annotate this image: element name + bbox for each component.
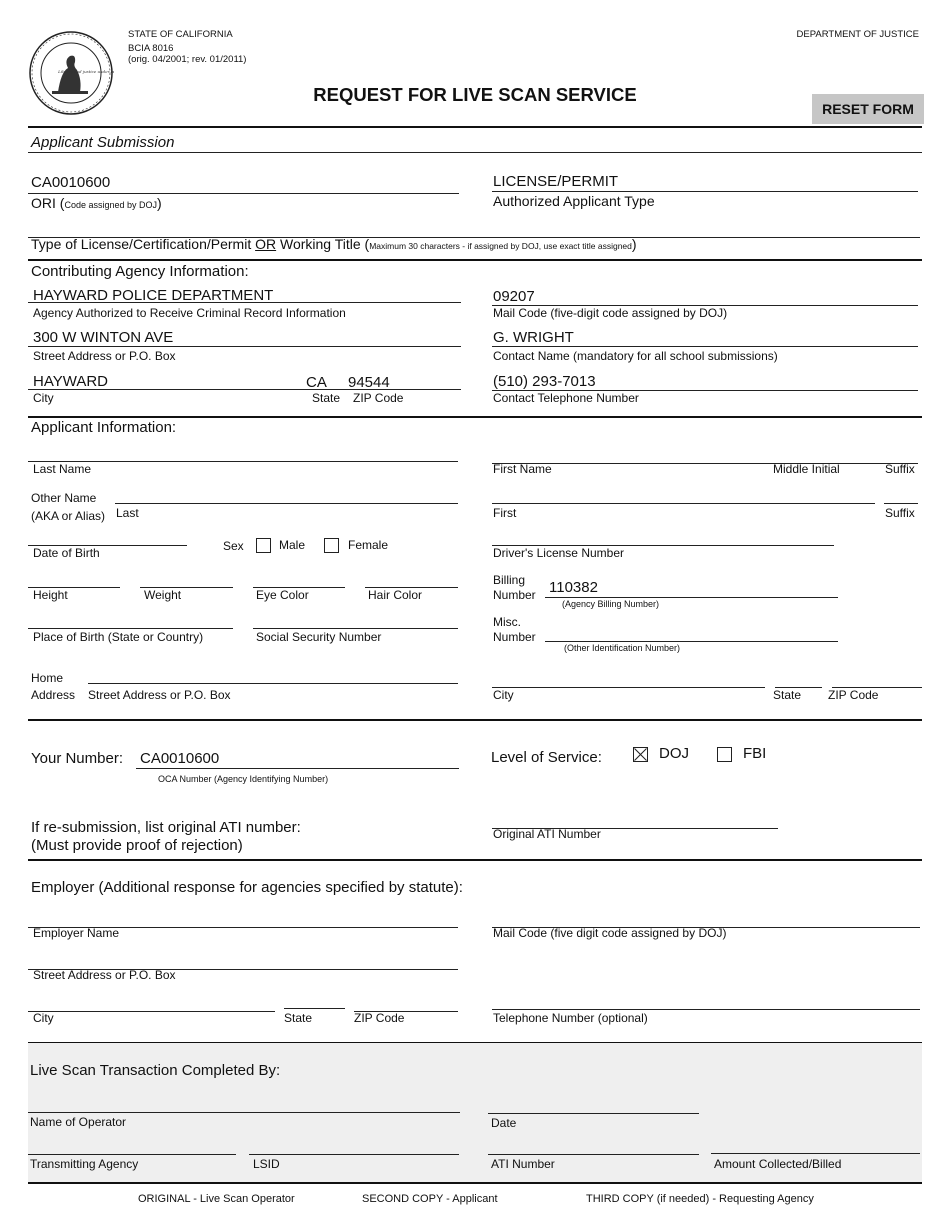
employer-street-field[interactable]: Street Address or P.O. Box [33, 968, 176, 982]
level-of-service-label: Level of Service: [491, 749, 602, 766]
date-field[interactable]: Date [491, 1116, 517, 1130]
aka-suffix-field[interactable]: Suffix [885, 506, 915, 520]
home-zip-field[interactable]: ZIP Code [828, 688, 879, 702]
doj-checkbox[interactable] [633, 747, 648, 762]
agency-name-label: Agency Authorized to Receive Criminal Record Information [33, 306, 346, 320]
applicant-type-label: Authorized Applicant Type [493, 193, 655, 209]
contact-phone-input[interactable]: (510) 293-7013 [493, 373, 596, 390]
your-number-input[interactable]: CA0010600 [140, 750, 220, 767]
weight-field[interactable]: Weight [144, 588, 182, 602]
height-field[interactable]: Height [33, 588, 68, 602]
form-revision: (orig. 04/2001; rev. 01/2011) [128, 54, 247, 65]
footer-second-copy: SECOND COPY - Applicant [362, 1193, 498, 1205]
middle-initial-field[interactable]: Middle Initial [773, 462, 840, 476]
eye-color-field[interactable]: Eye Color [256, 588, 309, 602]
employer-city-field[interactable]: City [33, 1011, 54, 1025]
ati-number-field[interactable]: ATI Number [491, 1157, 555, 1171]
employer-zip-field[interactable]: ZIP Code [354, 1011, 405, 1025]
resubmission-label: If re-submission, list original ATI number: [31, 819, 301, 836]
form-number: BCIA 8016 [128, 43, 174, 54]
your-number-label: Your Number: [31, 750, 123, 767]
applicant-heading: Applicant Information: [31, 419, 177, 436]
agency-zip-label: ZIP Code [353, 391, 404, 405]
fbi-label: FBI [743, 745, 767, 762]
agency-city-label: City [33, 391, 54, 405]
hair-color-field[interactable]: Hair Color [368, 588, 423, 602]
agency-zip-input[interactable]: 94544 [348, 374, 390, 391]
male-label: Male [279, 538, 306, 552]
female-label: Female [348, 538, 389, 552]
license-type-label[interactable]: Type of License/Certification/Permit OR Working Title (Maximum 30 characters - if assigned by DOJ, use exact title assigned) [31, 236, 637, 252]
doj-label: DOJ [659, 745, 689, 762]
misc-label: Misc. [493, 615, 521, 629]
home-label: Home [31, 671, 64, 685]
agency-heading: Contributing Agency Information: [31, 263, 249, 280]
footer-third-copy: THIRD COPY (if needed) - Requesting Agency [586, 1193, 814, 1205]
suffix-field[interactable]: Suffix [885, 462, 915, 476]
contact-name-label: Contact Name (mandatory for all school submissions) [493, 349, 778, 363]
live-scan-heading: Live Scan Transaction Completed By: [30, 1062, 281, 1079]
agency-street-label: Street Address or P.O. Box [33, 349, 176, 363]
misc-number-note[interactable]: (Other Identification Number) [564, 643, 681, 653]
home-street-field[interactable]: Street Address or P.O. Box [88, 688, 231, 702]
transmitting-agency-field[interactable]: Transmitting Agency [30, 1157, 139, 1171]
ssn-field[interactable]: Social Security Number [256, 630, 382, 644]
submission-heading: Applicant Submission [31, 134, 175, 151]
aka-last-field[interactable]: Last [116, 506, 139, 520]
seal-motto: Liberty and justice under law [58, 69, 114, 74]
misc-label-number: Number [493, 630, 536, 644]
department-of-justice: DEPARTMENT OF JUSTICE [796, 29, 919, 40]
agency-state-label: State [312, 391, 341, 405]
state-of-california: STATE OF CALIFORNIA [128, 29, 233, 40]
billing-label-number: Number [493, 588, 536, 602]
aka-first-field[interactable]: First [493, 506, 517, 520]
home-state-field[interactable]: State [773, 688, 802, 702]
ori-label: ORI (Code assigned by DOJ) [31, 195, 162, 211]
place-of-birth-field[interactable]: Place of Birth (State or Country) [33, 630, 204, 644]
dob-field[interactable]: Date of Birth [33, 546, 100, 560]
amount-collected-field[interactable]: Amount Collected/Billed [714, 1157, 842, 1171]
aka-label: (AKA or Alias) [31, 509, 106, 523]
first-name-field[interactable]: First Name [493, 462, 552, 476]
employer-name-field[interactable]: Employer Name [33, 926, 120, 940]
sex-label: Sex [223, 539, 244, 553]
home-city-field[interactable]: City [493, 688, 514, 702]
fbi-checkbox[interactable] [717, 747, 732, 762]
drivers-license-field[interactable]: Driver's License Number [493, 546, 624, 560]
reset-form-button[interactable]: RESET FORM [812, 94, 924, 124]
lsid-field[interactable]: LSID [253, 1157, 280, 1171]
employer-phone-field[interactable]: Telephone Number (optional) [493, 1011, 648, 1025]
contact-phone-label: Contact Telephone Number [493, 391, 639, 405]
page-title: REQUEST FOR LIVE SCAN SERVICE [313, 84, 637, 105]
billing-note: (Agency Billing Number) [562, 599, 660, 609]
mail-code-label: Mail Code (five-digit code assigned by DOJ) [493, 306, 728, 320]
footer-original-copy: ORIGINAL - Live Scan Operator [138, 1193, 295, 1205]
employer-mail-code-field[interactable]: Mail Code (five digit code assigned by DOJ) [493, 926, 727, 940]
employer-heading: Employer (Additional response for agencies specified by statute): [31, 879, 463, 896]
billing-label: Billing [493, 573, 526, 587]
address-label: Address [31, 688, 76, 702]
female-checkbox[interactable] [324, 538, 339, 553]
operator-name-field[interactable]: Name of Operator [30, 1115, 127, 1129]
billing-number-input[interactable]: 110382 [549, 579, 598, 596]
last-name-field[interactable]: Last Name [33, 462, 92, 476]
ori-input[interactable]: CA0010600 [31, 174, 111, 191]
original-ati-field[interactable]: Original ATI Number [493, 827, 601, 841]
agency-name-input[interactable]: HAYWARD POLICE DEPARTMENT [33, 287, 274, 304]
applicant-type-input[interactable]: LICENSE/PERMIT [493, 173, 619, 190]
other-name-label: Other Name [31, 491, 97, 505]
employer-state-field[interactable]: State [284, 1011, 313, 1025]
resubmission-note: (Must provide proof of rejection) [31, 837, 243, 854]
oca-label: OCA Number (Agency Identifying Number) [158, 774, 329, 784]
agency-city-input[interactable]: HAYWARD [33, 373, 108, 390]
agency-street-input[interactable]: 300 W WINTON AVE [33, 329, 174, 346]
male-checkbox[interactable] [256, 538, 271, 553]
agency-state-input[interactable]: CA [306, 374, 327, 391]
mail-code-input[interactable]: 09207 [493, 288, 535, 305]
contact-name-input[interactable]: G. WRIGHT [493, 329, 574, 346]
